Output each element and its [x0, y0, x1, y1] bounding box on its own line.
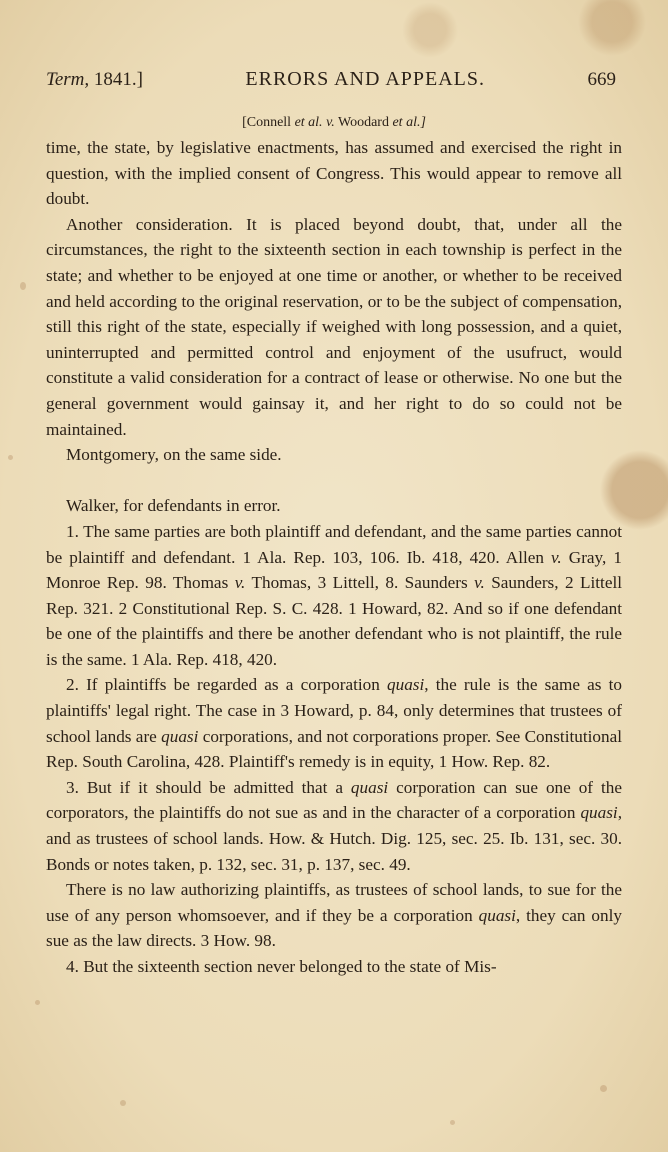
paragraph-walker: Walker, for defendants in error. — [66, 496, 281, 516]
paragraph-montgomery: Montgomery, on the same side. — [66, 445, 282, 465]
paragraph-point-4: 4. But the sixteenth section never belonged to the state of Mis- — [66, 957, 497, 976]
running-title: ERRORS AND APPEALS. — [245, 68, 486, 90]
term-label: Term, 1841.] — [46, 69, 143, 90]
paragraph-no-law: There is no law authorizing plaintiffs, as trustees of school lands, to sue for the use of any person whomsoever, and if they be a corporation quasi, they can only sue as the law directs. 3 How. 98. — [46, 880, 622, 951]
page-number: 669 — [587, 69, 616, 90]
case-reference: [Connell et al. v. Woodard et al.] — [242, 115, 426, 130]
paragraph-point-2: 2. If plaintiffs be regarded as a corporation quasi, the rule is the same as to plaintiffs' legal right. The case in 3 Howard, p. 84, only determines that trustees of school lands are quasi corporations, and not corporations proper. See Constitutional Rep. South Carolina, 428. Plaintiff's remedy is in equity, 1 How. Rep. 82. — [46, 675, 622, 772]
body-text — [46, 135, 622, 980]
paragraph-point-1: 1. The same parties are both plaintiff and defendant, and the same parties cannot be plaintiff and defendant. 1 Ala. Rep. 103, 106. Ib. 418, 420. Allen v. Gray, 1 Monroe Rep. 98. Thomas v. Thomas, 3 Littell, 8. Saunders v. Saunders, 2 Littell Rep. 321. 2 Constitutional Rep. S. C. 428. 1 Howard, 82. And so if one defendant be one of the plaintiffs and there be another defendant who is not plaintiff, the rule is the same. 1 Ala. Rep. 418, 420. — [46, 521, 623, 669]
paragraph-1: time, the state, by legislative enactments, has assumed and exercised the right in question, with the implied consent of Congress. This would appear to remove all doubt. — [46, 138, 622, 209]
paragraph-2: Another consideration. It is placed beyond doubt, that, under all the circumstances, the right to the sixteenth section in each township is perfect in the state; and whether to be enjoyed at one time or another, or whether to be received and held according to the original reservation, or to be the subject of compensation, still this right of the state, especially if weighed with long possession, and a quiet, uninterrupted and permitted control and enjoyment of the usufruct, would constitute a valid consideration for a contract of lease or otherwise. No one but the general government would gainsay it, and her right to do so could not be maintained. — [46, 214, 622, 439]
paragraph-point-3: 3. But if it should be admitted that a quasi corporation can sue one of the corporators, the plaintiffs do not sue as and in the character of a corporation quasi, and as trustees of school lands. How. & Hutch. Dig. 125, sec. 25. Ib. 131, sec. 30. Bonds or notes taken, p. 132, sec. 31, p. 137, sec. 49. — [46, 777, 622, 874]
running-header — [46, 68, 616, 91]
